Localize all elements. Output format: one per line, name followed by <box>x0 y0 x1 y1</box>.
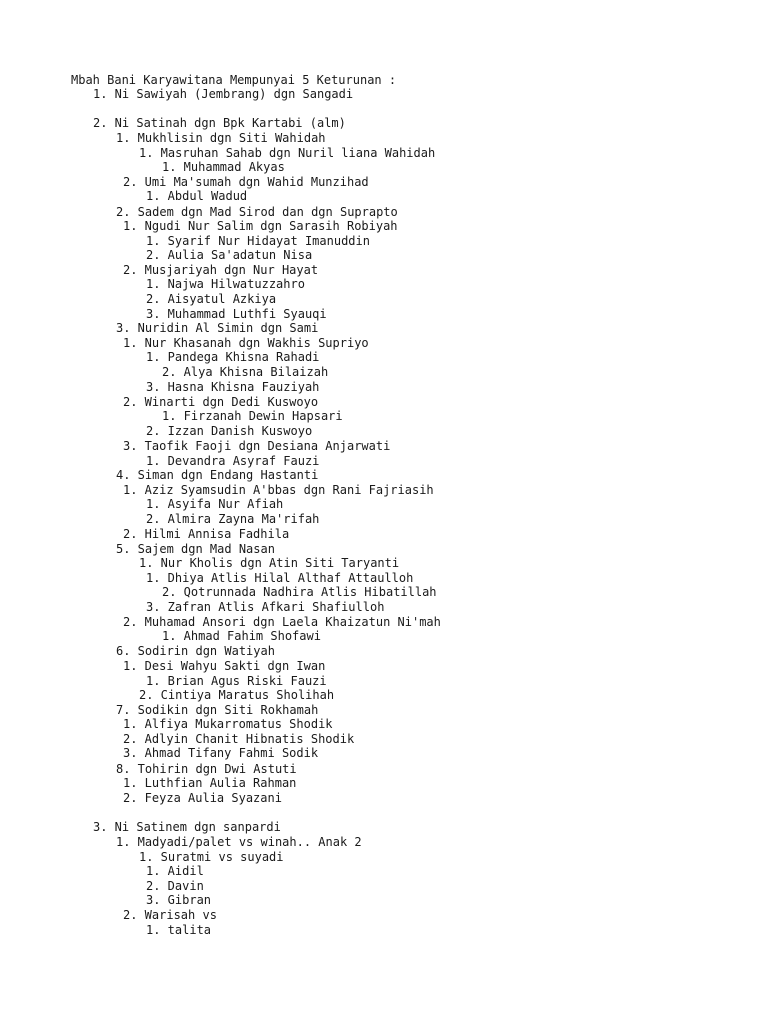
list-item: 6. Sodirin dgn Watiyah <box>116 644 275 658</box>
list-item: 1. Aziz Syamsudin A'bbas dgn Rani Fajriasih <box>123 483 434 497</box>
list-item: 1. Aidil <box>146 864 204 878</box>
list-item: 3. Muhammad Luthfi Syauqi <box>146 307 327 321</box>
list-item: 2. Izzan Danish Kuswoyo <box>146 424 313 438</box>
list-item: 1. Nur Khasanah dgn Wakhis Supriyo <box>123 336 369 350</box>
list-item: 1. Firzanah Dewin Hapsari <box>162 409 343 423</box>
list-item: 3. Ahmad Tifany Fahmi Sodik <box>123 746 319 760</box>
list-item: 1. Najwa Hilwatuzzahro <box>146 277 305 291</box>
list-item: 1. Devandra Asyraf Fauzi <box>146 454 320 468</box>
list-item: 1. Mukhlisin dgn Siti Wahidah <box>116 131 326 145</box>
list-item: 2. Warisah vs <box>123 908 217 922</box>
list-item: 2. Almira Zayna Ma'rifah <box>146 512 320 526</box>
list-item: 1. Dhiya Atlis Hilal Althaf Attaulloh <box>146 571 414 585</box>
list-item: 2. Alya Khisna Bilaizah <box>162 365 329 379</box>
list-item: 1. Suratmi vs suyadi <box>139 850 284 864</box>
list-item: 1. Nur Kholis dgn Atin Siti Taryanti <box>139 556 400 570</box>
list-item: 1. Ni Sawiyah (Jembrang) dgn Sangadi <box>93 87 354 101</box>
list-item: 3. Hasna Khisna Fauziyah <box>146 380 320 394</box>
list-item: 1. Abdul Wadud <box>146 189 248 203</box>
list-item: 7. Sodikin dgn Siti Rokhamah <box>116 703 319 717</box>
list-item: 1. Luthfian Aulia Rahman <box>123 776 297 790</box>
list-item: 2. Davin <box>146 879 204 893</box>
list-item: 1. Ahmad Fahim Shofawi <box>162 629 321 643</box>
list-item: 2. Winarti dgn Dedi Kuswoyo <box>123 395 319 409</box>
list-item: 2. Hilmi Annisa Fadhila <box>123 527 290 541</box>
list-item: 2. Aisyatul Azkiya <box>146 292 277 306</box>
list-item: 2. Ni Satinah dgn Bpk Kartabi (alm) <box>93 116 346 130</box>
list-item: 2. Feyza Aulia Syazani <box>123 791 282 805</box>
list-item: 3. Zafran Atlis Afkari Shafiulloh <box>146 600 385 614</box>
list-item: 1. Asyifa Nur Afiah <box>146 497 284 511</box>
list-item: 5. Sajem dgn Mad Nasan <box>116 542 275 556</box>
list-item: 3. Taofik Faoji dgn Desiana Anjarwati <box>123 439 391 453</box>
list-item: 1. talita <box>146 923 212 937</box>
list-item: 2. Umi Ma'sumah dgn Wahid Munzihad <box>123 175 369 189</box>
list-item: 1. Pandega Khisna Rahadi <box>146 350 320 364</box>
list-item: 1. Syarif Nur Hidayat Imanuddin <box>146 234 370 248</box>
list-item: 1. Muhammad Akyas <box>162 160 285 174</box>
list-item: 1. Desi Wahyu Sakti dgn Iwan <box>123 659 326 673</box>
list-item: 2. Muhamad Ansori dgn Laela Khaizatun Ni'mah <box>123 615 441 629</box>
list-item: 2. Cintiya Maratus Sholihah <box>139 688 335 702</box>
document-heading: Mbah Bani Karyawitana Mempunyai 5 Keturunan : <box>71 73 397 87</box>
list-item: 2. Qotrunnada Nadhira Atlis Hibatillah <box>162 585 437 599</box>
list-item: 3. Ni Satinem dgn sanpardi <box>93 820 281 834</box>
list-item: 2. Aulia Sa'adatun Nisa <box>146 248 313 262</box>
list-item: 2. Musjariyah dgn Nur Hayat <box>123 263 319 277</box>
list-item: 1. Masruhan Sahab dgn Nuril liana Wahidah <box>139 146 436 160</box>
list-item: 4. Siman dgn Endang Hastanti <box>116 468 319 482</box>
list-item: 8. Tohirin dgn Dwi Astuti <box>116 762 297 776</box>
list-item: 3. Gibran <box>146 893 212 907</box>
list-item: 1. Madyadi/palet vs winah.. Anak 2 <box>116 835 362 849</box>
list-item: 1. Alfiya Mukarromatus Shodik <box>123 717 333 731</box>
list-item: 2. Sadem dgn Mad Sirod dan dgn Suprapto <box>116 205 398 219</box>
list-item: 1. Ngudi Nur Salim dgn Sarasih Robiyah <box>123 219 398 233</box>
list-item: 2. Adlyin Chanit Hibnatis Shodik <box>123 732 355 746</box>
list-item: 1. Brian Agus Riski Fauzi <box>146 674 327 688</box>
list-item: 3. Nuridin Al Simin dgn Sami <box>116 321 319 335</box>
